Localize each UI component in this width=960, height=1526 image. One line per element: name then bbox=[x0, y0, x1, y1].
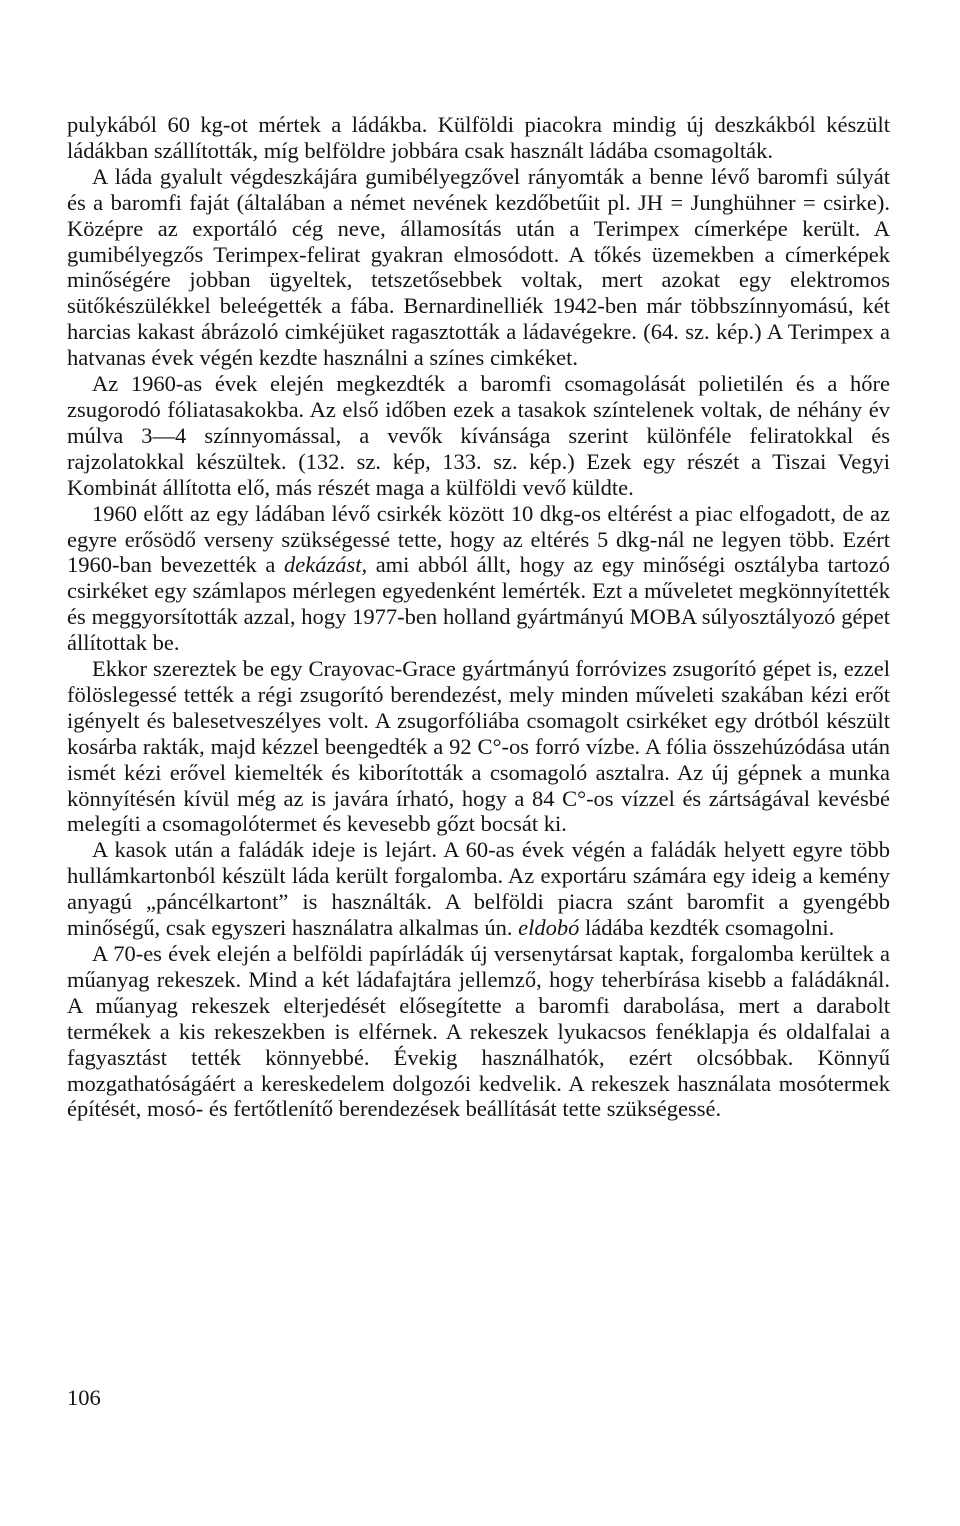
text-run: A kasok után a faládák ideje is lejárt. A 60-as évek végén a faládák helyett egyre több hullámkartonból készült láda került forgalomba. Az exportáru számára egy ideig a kemény anyagú „páncélkartont” is használták. A belföldi piacra szánt baromfit a gyengébb minőségű, csak egyszeri használatra alkalmas ún. bbox=[67, 837, 890, 941]
text-run: Ekkor szereztek be egy Crayovac-Grace gyártmányú forróvizes zsugorító gépet is, ezzel fölöslegessé tették a régi zsugorító berendezést, mely minden műveleti szakában kézi erőt igényelt és balesetveszélyes volt. A zsugorfóliába csomagolt csirkéket egy drótból készült kosárba rakták, majd kézzel beengedték a 92 C°-os forró vízbe. A fólia összehúzódása után ismét kézi erővel kiemelték és kiborították a csomagoló asztalra. Az új gépnek a munka könnyítésén kívül még az is javára írható, hogy a 84 C°-os vízzel és zártságával kevésbé melegíti a csomagolótermet és kevesebb gőzt bocsát ki. bbox=[67, 656, 890, 837]
text-run: 1960 előtt az egy ládában lévő csirkék között 10 dkg-os eltérést a piac elfogadott, de az egyre erősödő verseny szükségessé tette, hogy az eltérés 5 dkg-nál ne legyen több. Ezért 1960-ban bevezették a bbox=[67, 500, 890, 578]
paragraph bbox=[67, 837, 890, 941]
paragraph bbox=[67, 501, 890, 656]
text-run: ládába kezdték csomagolni. bbox=[579, 915, 835, 941]
paragraph bbox=[67, 941, 890, 1122]
paragraph bbox=[67, 371, 890, 501]
italic-term: dekázást, bbox=[283, 552, 368, 578]
page-number: 106 bbox=[67, 1385, 101, 1410]
text-run: A láda gyalult végdeszkájára gumibélyegzővel rányomták a benne lévő baromfi súlyát és a baromfi faját (általában a német nevének kezdőbetűit pl. JH = Junghühner = csirke). Középre az exportáló cég neve, államosítás után a Terimpex címerképe került. A gumibélyegzős Terimpex-felirat gyakran elmosódott. A tőkés üzemekben a címerképek minőségére jobban ügyeltek, tetszetősebbek voltak, mert azokat egy elektromos sütőkészülékkel beleégették a fába. Bernardinelliék 1942-ben már többszínnyomású, két harcias kakast ábrázoló cimkéjüket ragasztották a ládavégekre. (64. sz. kép.) A Terimpex a hatvanas évek végén kezdte használni a színes cimkéket. bbox=[67, 163, 890, 371]
paragraph bbox=[67, 112, 890, 164]
text-run: ami abból állt, hogy az egy minőségi osztályba tartozó csirkéket egy számlapos mérlegen egyedenként lemérték. Ezt a műveletet megkönnyítették és meggyorsították azzal, hogy 1977-ben holland gyártmányú MOBA súlyosztályozó gépet állítottak be. bbox=[67, 552, 890, 656]
paragraph bbox=[67, 164, 890, 371]
text-run: A 70-es évek elején a belföldi papírládák új versenytársat kaptak, forgalomba kerültek a műanyag rekeszek. Mind a két ládafajtára jellemző, hogy teherbírása kisebb a faládáknál. A műanyag rekeszek elterjedését elősegítette a baromfi darabolása, mert a darabolt termékek a kis rekeszekben is elférnek. A rekeszek lyukacsos fenéklapja és oldalfalai a fagyasztást tették könnyebbé. Évekig használhatók, ezért olcsóbbak. Könnyű mozgathatóságáért a kereskedelem dolgozói kedvelik. A rekeszek használata mosótermek építését, mosó- és fertőtlenítő berendezések beállítását tette szükségessé. bbox=[67, 941, 890, 1122]
paragraph bbox=[67, 656, 890, 837]
text-run: pulykából 60 kg-ot mértek a ládákba. Külföldi piacokra mindig új deszkákból készült ládákban szállították, míg belföldre jobbára csak használt ládába csomagolták. bbox=[67, 112, 890, 163]
italic-term: eldobó bbox=[518, 915, 580, 941]
text-run: Az 1960-as évek elején megkezdték a baromfi csomagolását polietilén és a hőre zsugorodó fóliatasakokba. Az első időben ezek a tasakok színtelenek voltak, de néhány év múlva 3—4 színnyomással, a vevők kívánsága szerint különféle feliratokkal és rajzolatokkal készültek. (132. sz. kép, 133. sz. kép.) Ezek egy részét a Tiszai Vegyi Kombinát állította elő, más részét maga a külföldi vevő küldte. bbox=[67, 371, 890, 500]
